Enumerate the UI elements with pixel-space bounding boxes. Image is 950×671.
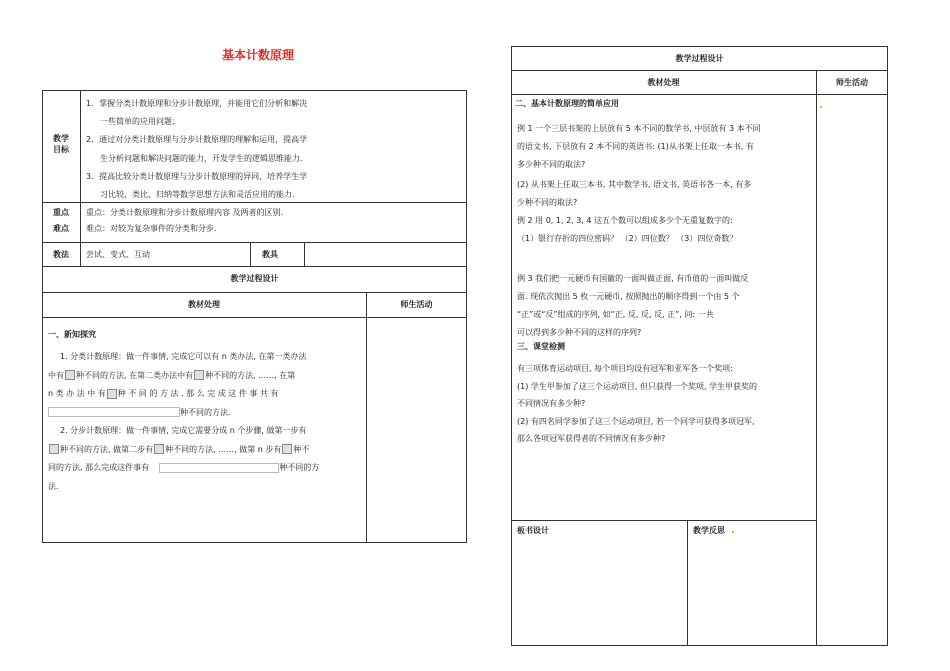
right-process-title: 教学过程设计 xyxy=(675,54,724,63)
example-2: 例 2 用 0, 1, 2, 3, 4 这五个数可以组成多少个无重复数字的: （1）银行存折的四位密码？ （2）四位数？ （3）四位奇数？ xyxy=(517,216,738,243)
formula-image xyxy=(282,444,292,454)
left-process-title: 教学过程设计 xyxy=(230,274,279,283)
formula-image xyxy=(49,444,59,454)
method-label: 教法 xyxy=(53,250,69,259)
classroom-test: 有三项体育运动项目, 每个项目均设有冠军和亚军各一个奖项: (1) 学生甲参加了这三个运动项目, 但只获得一个奖项, 学生甲获奖的 不同情况有多少种? (2) 有四名同学参加了这三个运动项目, 若一个同学可获得多项冠军, 那么各项冠军获得者的不同情况有多少种? xyxy=(517,364,758,443)
formula-image xyxy=(194,370,204,380)
example-1: 例 1 一个三层书架的上层放有 5 本不同的数学书, 中层放有 3 本不同 的语文书, 下层放有 2 本不同的英语书: (1)从书架上任取一本书, 有 多少种不同的取法? xyxy=(517,124,761,169)
section1-title: 一、新知探究 xyxy=(48,330,96,339)
section1-body: 1. 分类计数原理：做一件事情, 完成它可以有 n 类办法, 在第一类办法 中有 种不同的方法, 在第二类办法中有 种不同的方法, ……, 在第 n 类 办 法 中 有 种 不 同 的 方 法 . 那 么 完 成 这 件 事 共 有 种不同的方法. 2. 分步计数原理：做一件事情, 完成它需要分成 n 个步骤, 做第一步有 种不同的方法, 做第二步有 种不同的方法, ……, 做第 n 步有 种不 同的方法, 那么完成这件事有 种不同的方 法. xyxy=(48,352,320,491)
example-3: 例 3 我们把一元硬币有国徽的一面叫做正面, 有币值的一面叫做反 面. 现依次抛出 5 枚一元硬币, 按照抛出的顺序得到一个由 5 个 “正”或“反”组成的序列, 如“正, 反, 反, 反, 正”, 问: 一共 可以得到多少种不同的这样的序列? xyxy=(517,274,749,337)
formula-image xyxy=(65,370,75,380)
goals-label: 教学 目标 xyxy=(53,134,69,154)
left-col-teacher: 师生活动 xyxy=(400,300,433,309)
formula-image xyxy=(154,444,164,454)
board-design-label: 板书设计 xyxy=(517,526,549,535)
formula-image xyxy=(107,389,117,399)
example-1-part2: (2) 从书架上任取三本书, 其中数学书, 语文书, 英语书各一本, 有多 少种不同的取法? xyxy=(517,180,752,207)
formula-image-wide xyxy=(48,407,180,417)
method-value: 尝试、变式、互动 xyxy=(86,250,150,259)
keypoints-text: 重点：分类计数原理和分步计数原理内容 及两者的区别. 难点：对较为复杂事件的分类和分步. xyxy=(86,208,284,233)
reflection-label: 教学反思 xyxy=(693,526,725,535)
page-title: 基本计数原理 xyxy=(222,48,295,62)
formula-image-wide xyxy=(159,463,279,473)
keypoints-label: 重点 难点 xyxy=(53,208,69,233)
section3-title: 三、课堂检测 xyxy=(517,342,565,351)
tools-label: 教具 xyxy=(262,250,278,259)
goals-text: 1．掌握分类计数原理和分步计数原理，并能用它们分析和解决 一些简单的应用问题； 2．通过对分类计数原理与分步计数原理的理解和运用，提高学 生分析问题和解决问题的能力，开发学生的逻辑思维能力. 3．提高比较分类计数原理与分步计数原理的异同，培养学生学 习比较、类比、归纳等数学思想方法和灵活应用的能力. xyxy=(86,99,308,200)
right-col-teacher: 师生活动 xyxy=(836,78,868,87)
left-col-material: 教材处理 xyxy=(188,300,220,309)
right-col-material: 教材处理 xyxy=(647,78,680,87)
section2-title: 二、基本计数原理的简单应用 xyxy=(515,99,619,108)
